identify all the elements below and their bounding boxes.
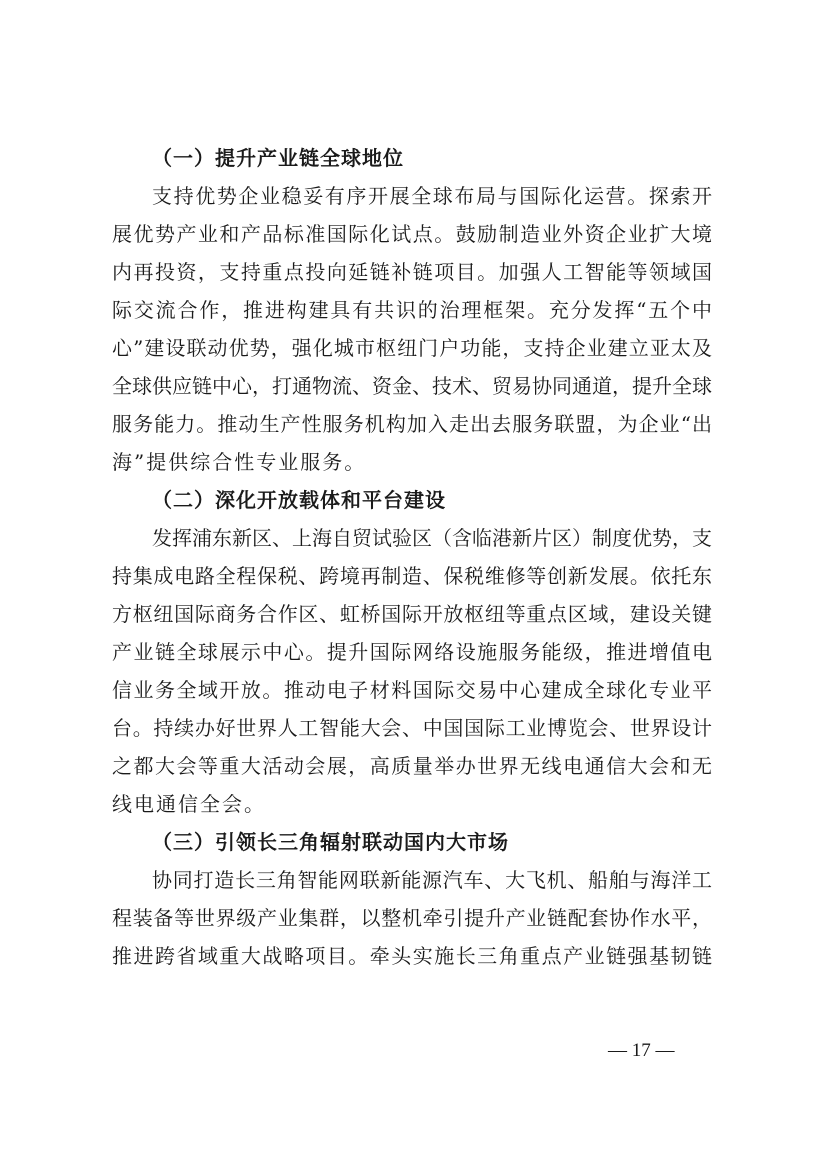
- section-heading-2: （二）深化开放载体和平台建设: [152, 488, 446, 512]
- paragraph-line: 线电通信全会。: [112, 792, 266, 816]
- paragraph-line: 程装备等世界级产业集群，以整机牵引提升产业链配套协作水平，: [112, 906, 712, 930]
- paragraph-line: 信业务全域开放。推动电子材料国际交易中心建成全球化专业平: [112, 678, 712, 702]
- paragraph-line: 之都大会等重大活动会展，高质量举办世界无线电通信大会和无: [112, 754, 712, 778]
- paragraph-line: 心”建设联动优势，强化城市枢纽门户功能，支持企业建立亚太及: [112, 336, 712, 360]
- paragraph-line: 发挥浦东新区、上海自贸试验区（含临港新片区）制度优势，支: [152, 526, 712, 550]
- section-heading-1: （一）提升产业链全球地位: [152, 146, 404, 170]
- paragraph-line: 内再投资，支持重点投向延链补链项目。加强人工智能等领域国: [112, 260, 712, 284]
- section-heading-3: （三）引领长三角辐射联动国内大市场: [152, 830, 509, 854]
- paragraph-line: 协同打造长三角智能网联新能源汽车、大飞机、船舶与海洋工: [152, 868, 712, 892]
- paragraph-line: 支持优势企业稳妥有序开展全球布局与国际化运营。探索开: [152, 184, 712, 208]
- paragraph-line: 持集成电路全程保税、跨境再制造、保税维修等创新发展。依托东: [112, 564, 712, 588]
- paragraph-line: 际交流合作，推进构建具有共识的治理框架。充分发挥“五个中: [112, 298, 712, 322]
- paragraph-line: 全球供应链中心，打通物流、资金、技术、贸易协同通道，提升全球: [112, 374, 712, 398]
- paragraph-line: 台。持续办好世界人工智能大会、中国国际工业博览会、世界设计: [112, 716, 712, 740]
- paragraph-line: 推进跨省域重大战略项目。牵头实施长三角重点产业链强基韧链: [112, 944, 712, 968]
- paragraph-line: 服务能力。推动生产性服务机构加入走出去服务联盟，为企业“出: [112, 412, 712, 436]
- paragraph-line: 展优势产业和产品标准国际化试点。鼓励制造业外资企业扩大境: [112, 222, 712, 246]
- paragraph-line: 产业链全球展示中心。提升国际网络设施服务能级，推进增值电: [112, 640, 712, 664]
- paragraph-line: 方枢纽国际商务合作区、虹桥国际开放枢纽等重点区域，建设关键: [112, 602, 712, 626]
- paragraph-line: 海”提供综合性专业服务。: [112, 450, 367, 474]
- document-body: [112, 139, 712, 975]
- page-number: — 17 —: [608, 1040, 675, 1061]
